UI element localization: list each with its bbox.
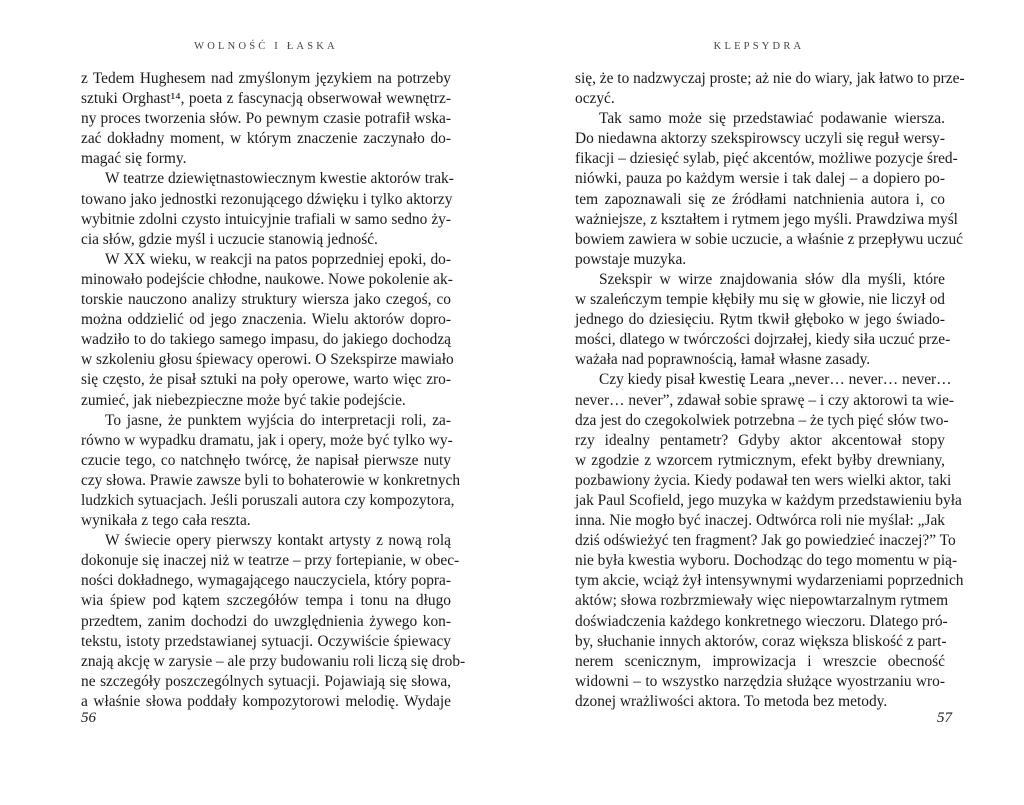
text-line: wybitnie zdolni czysto intuicyjnie trafiali w samo sedno ży- [81, 210, 451, 228]
text-line: W świecie opery pierwszy kontakt artysty z nową rolą [105, 532, 451, 550]
text-line: równo w wypadku dramatu, jak i opery, może być tylko wy- [81, 431, 453, 449]
text-line: cia słów, gdzie myśl i uczucie stanowią jedność. [81, 230, 378, 248]
text-line: aktów; słowa rozbrzmiewały więc niepowtarzalnym rytmem [575, 592, 949, 610]
text-line: mości, dlatego w twórczości dojrzałej, kiedy siła uczuć prze- [575, 331, 951, 349]
text-line: a właśnie słowa poddały kompozytorowi melodię. Wydaje [81, 692, 451, 710]
text-line: czy słowa. Prawie zawsze byli to bohaterowie w konkretnych [81, 471, 461, 489]
text-line: jednego do dziesięciu. Rytm tkwił głęboko w jego świado- [575, 311, 945, 329]
text-line: ny proces tworzenia słów. Po pewnym czasie potrafił wska- [81, 110, 451, 128]
text-line: ne szczegóły poszczególnych sytuacji. Pojawiają się słowa, [81, 672, 451, 690]
running-header-right: KLEPSYDRA [713, 41, 805, 52]
text-line: bowiem zawiera w sobie uczucie, a właśnie z przepływu uczuć [575, 230, 964, 248]
text-line: ważniejsze, z kształtem i rytmem jego myśli. Prawdziwa myśl [575, 210, 958, 228]
text-line: czucie tego, co natchnęło twórcę, że napisał pierwsze nuty [81, 451, 451, 469]
text-line: Czy kiedy pisał kwestię Leara „never… never… never… [599, 371, 952, 389]
text-line: Do niedawna aktorzy szekspirowscy uczyli się reguł wersy- [575, 130, 945, 148]
text-line: w szaleńczym tempie kłębiły mu się w głowie, nie liczył od [575, 291, 945, 309]
text-line: przedtem, zanim dochodzi do uwzględnienia żywego kon- [81, 612, 451, 630]
text-line: powstaje muzyka. [575, 250, 687, 268]
text-line: pozbawiony życia. Kiedy podawał ten wers wielki aktor, taki [575, 471, 952, 489]
text-line: ludzkich sytuacjach. Jeśli poruszali autora czy kompozytora, [81, 491, 455, 509]
text-line: niówki, pauza po każdym wersie i tak dalej – a dopiero po- [575, 170, 945, 188]
right-page-text [575, 69, 965, 712]
text-line: z Tedem Hughesem nad zmyślonym językiem na potrzeby [81, 70, 451, 87]
text-line: magać się formy. [81, 150, 187, 168]
text-line: jak Paul Scofield, jego muzyka w każdym przedstawieniu była [575, 491, 962, 509]
text-line: To jasne, że punktem wyjścia do interpretacji roli, za- [105, 411, 451, 429]
text-line: sztuki Orghast¹⁴, poeta z fascynacją obserwował wewnętrz- [81, 90, 451, 108]
text-line: się często, że pisał sztuki na poły operowe, warto więc zro- [81, 371, 451, 389]
text-line: wadziło to do takiego samego impasu, do jakiego dochodzą [81, 331, 451, 349]
text-line: widowni – to wszystko narzędzia służące wyostrzaniu wro- [575, 672, 945, 690]
text-line: oczyć. [575, 90, 615, 108]
text-line: doświadczenia każdego konkretnego wieczoru. Dlatego pró- [575, 612, 948, 630]
text-line: dzonej wrażliwości aktora. To metoda bez metody. [575, 692, 888, 710]
text-line: dokonuje się inaczej niż w teatrze – przy fortepianie, w obec- [81, 552, 460, 570]
text-line: nerem scenicznym, improwizacja i wreszcie obecność [575, 652, 945, 670]
text-line: by, słuchanie innych aktorów, coraz większa bliskość z part- [575, 632, 947, 650]
text-line: tem zapoznawali się ze źródłami natchnienia autora i, co [575, 190, 945, 208]
text-line: dza jest do czegokolwiek potrzebna – że tych pięć słów two- [575, 411, 949, 429]
running-header-left: WOLNOŚĆ I ŁASKA [194, 41, 338, 52]
text-line: w szkoleniu głosu śpiewacy operowi. O Szekspirze mawiało [81, 351, 454, 369]
text-line: w zgodzie z wzorcem rytmicznym, efekt byłby drewniany, [575, 451, 945, 469]
left-page-text [81, 69, 466, 712]
text-line: tekstu, istoty przedstawianej sytuacji. Oczywiście śpiewacy [81, 632, 451, 650]
text-line: torskie nauczono analizy struktury wiersza jako czegoś, co [81, 291, 451, 309]
right-page [512, 0, 1024, 805]
text-line: nie była kwestia wyboru. Dochodząc do tego momentu w pią- [575, 552, 958, 570]
text-line: Szekspir w wirze znajdowania słów dla myśli, które [599, 270, 945, 288]
text-line: ności dokładnego, wymagającego nauczyciela, który popra- [81, 572, 451, 590]
text-line: wia śpiew pod kątem szczegółów tempa i tonu na długo [81, 592, 451, 610]
text-line: ważała nad poprawnością, łamał własne zasady. [575, 351, 871, 369]
text-line: zać dokładny moment, w którym znaczenie zaczynało do- [81, 130, 451, 148]
text-line: wynikała z tego cała reszta. [81, 512, 251, 530]
page-number-left: 56 [81, 710, 96, 726]
text-line: można oddzielić od jego znaczenia. Wielu aktorów dopro- [81, 311, 451, 329]
text-line: fikacji – dziesięć sylab, pięć akcentów, możliwe pozycje śred- [575, 150, 958, 168]
text-line: minowało podejście chłodne, naukowe. Nowe pokolenie ak- [81, 270, 453, 288]
page-number-right: 57 [937, 710, 952, 726]
text-line: W XX wieku, w reakcji na patos poprzedniej epoki, do- [105, 250, 451, 268]
text-line: W teatrze dziewiętnastowiecznym kwestie aktorów trak- [105, 170, 454, 188]
text-line: towano jako jednostki rezonującego dźwięku i tylko aktorzy [81, 190, 453, 208]
text-line: tym akcie, wciąż żył intensywnymi wydarzeniami poprzednich [575, 572, 964, 590]
text-line: Tak samo może się przedstawiać podawanie wiersza. [599, 110, 945, 128]
text-line: się, że to nadzwyczaj proste; aż nie do wiary, jak łatwo to prze- [575, 70, 965, 87]
text-line: never… never”, zdawał sobie sprawę – i czy aktorowi ta wie- [575, 391, 955, 409]
text-line: znają akcję w zarysie – ale przy budowaniu roli liczą się drob- [81, 652, 466, 670]
text-line: rzy idealny pentametr? Gdyby aktor akcentował stopy [575, 431, 945, 449]
text-line: dziś odświeżyć ten fragment? Jak go powiedzieć inaczej?” To [575, 532, 956, 550]
text-line: zumieć, jak niebezpieczne może być takie podejście. [81, 391, 406, 409]
text-line: inna. Nie mogło być inaczej. Odtwórca roli nie myślał: „Jak [575, 512, 945, 530]
